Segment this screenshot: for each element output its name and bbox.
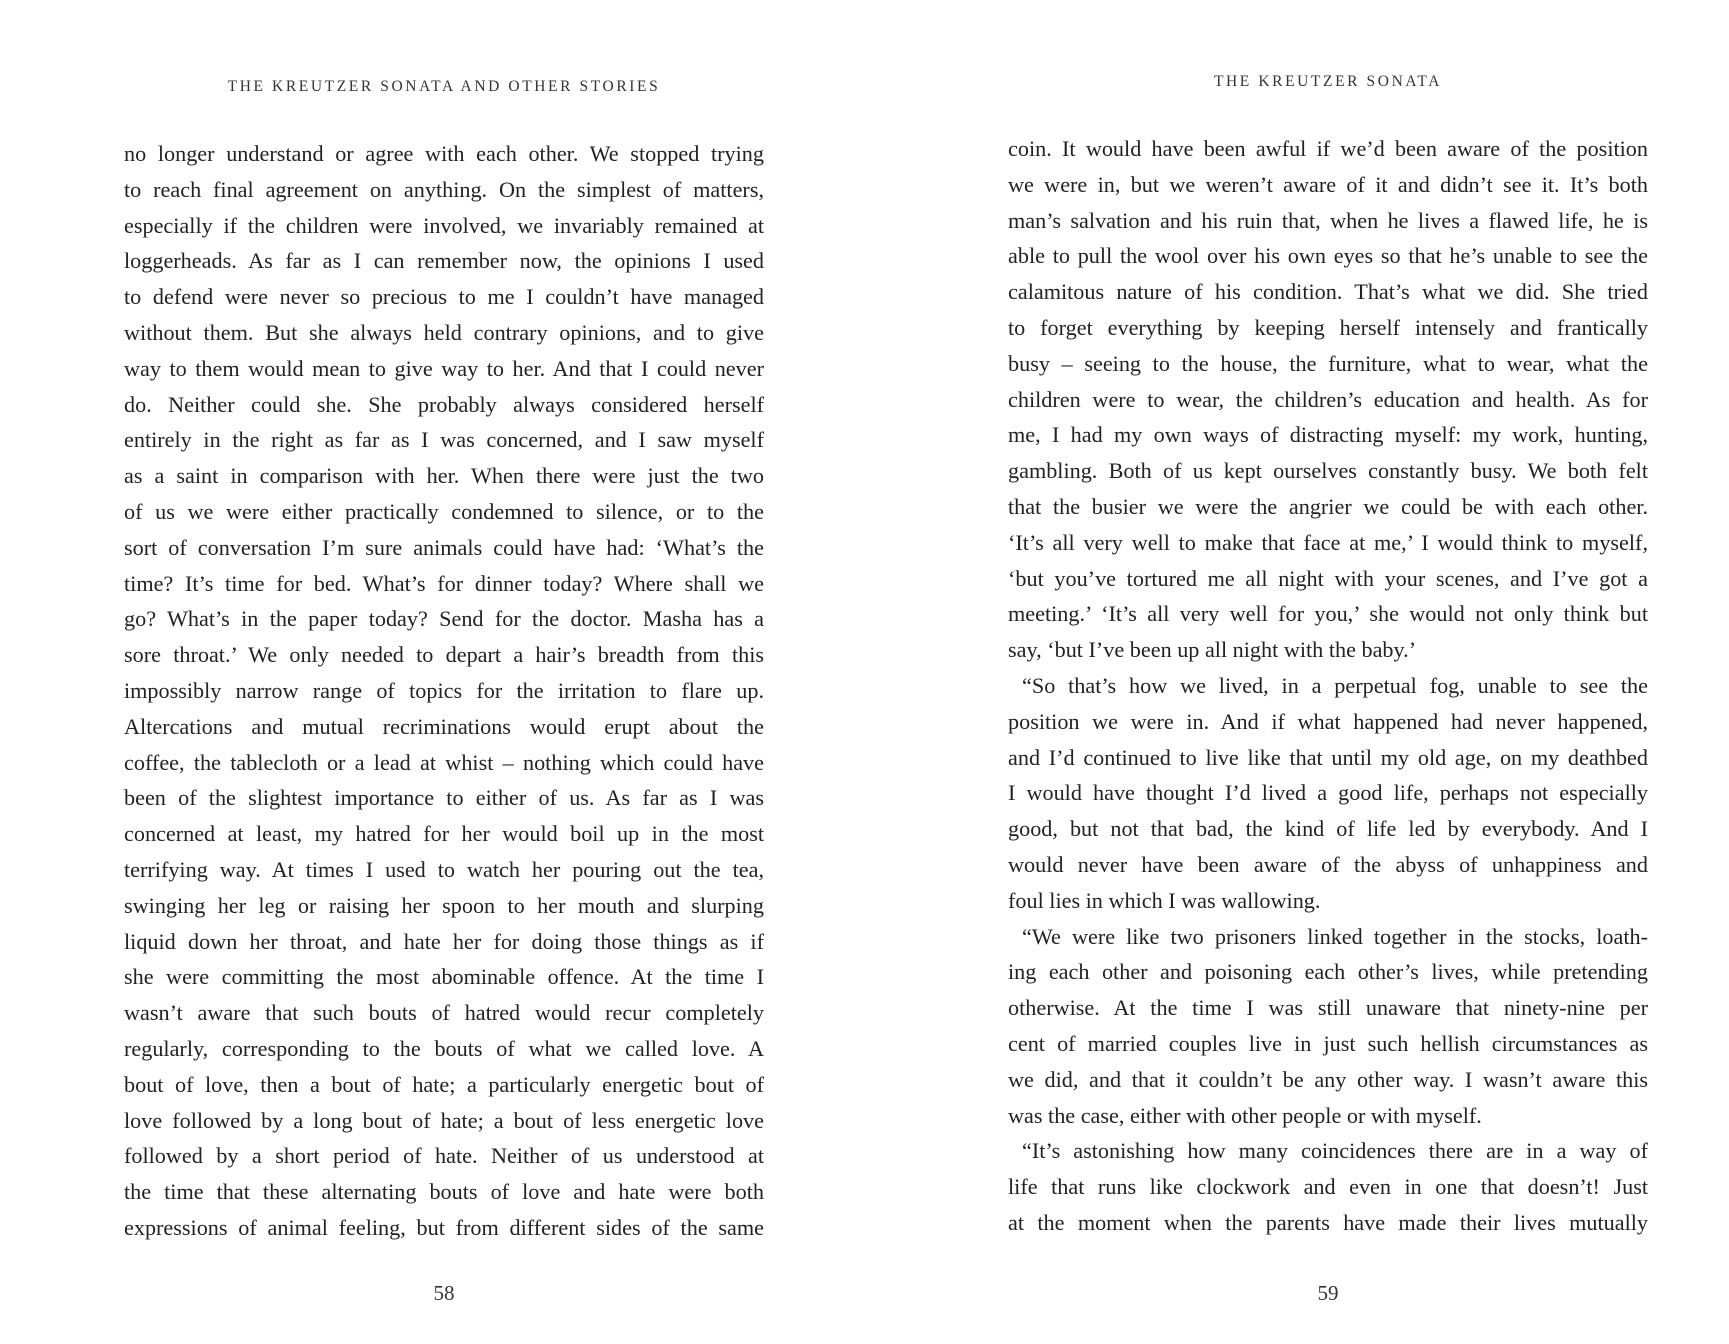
text-line: Altercations and mutual recriminations would erupt about the bbox=[124, 713, 764, 739]
text-line: regularly, corresponding to the bouts of what we called love. A bbox=[124, 1035, 764, 1061]
text-line: bout of love, then a bout of hate; a particularly energetic bout of bbox=[124, 1071, 764, 1097]
right-page bbox=[1008, 0, 1648, 1344]
text-line: gambling. Both of us kept ourselves constantly busy. We both felt bbox=[1008, 458, 1648, 484]
text-line: without them. But she always held contrary opinions, and to give bbox=[124, 319, 764, 345]
text-line: meeting.’ ‘It’s all very well for you,’ she would not only think but bbox=[1008, 601, 1648, 627]
text-line: the time that these alternating bouts of love and hate were both bbox=[124, 1179, 764, 1205]
text-line: ing each other and poisoning each other’s lives, while pretending bbox=[1008, 959, 1648, 985]
text-line: swinging her leg or raising her spoon to her mouth and slurping bbox=[124, 892, 764, 918]
body-text bbox=[124, 136, 764, 1246]
text-line: we were in, but we weren’t aware of it and didn’t see it. It’s both bbox=[1008, 171, 1648, 197]
text-line: position we were in. And if what happened had never happened, bbox=[1008, 708, 1648, 734]
text-line: ‘but you’ve tortured me all night with your scenes, and I’ve got a bbox=[1008, 565, 1648, 591]
text-line: no longer understand or agree with each other. We stopped trying bbox=[124, 141, 764, 166]
text-line: expressions of animal feeling, but from different sides of the same bbox=[124, 1214, 764, 1240]
text-line: able to pull the wool over his own eyes so that he’s unable to see the bbox=[1008, 243, 1648, 269]
text-line: coin. It would have been awful if we’d been aware of the position bbox=[1008, 136, 1648, 161]
text-line: been of the slightest importance to either of us. As far as I was bbox=[124, 785, 764, 811]
text-line: as a saint in comparison with her. When there were just the two bbox=[124, 463, 764, 489]
text-line: that the busier we were the angrier we could be with each other. bbox=[1008, 493, 1648, 519]
text-line: otherwise. At the time I was still unaware that ninety-nine per bbox=[1008, 995, 1648, 1021]
text-line: terrifying way. At times I used to watch her pouring out the tea, bbox=[124, 856, 764, 882]
text-line: I would have thought I’d lived a good life, perhaps not especially bbox=[1008, 780, 1648, 806]
text-line: loggerheads. As far as I can remember now, the opinions I used bbox=[124, 248, 764, 274]
text-line: sort of conversation I’m sure animals could have had: ‘What’s the bbox=[124, 534, 764, 560]
text-line: “We were like two prisoners linked together in the stocks, loath- bbox=[1022, 923, 1648, 949]
text-line: ‘It’s all very well to make that face at me,’ I would think to myself, bbox=[1008, 529, 1648, 555]
text-line: foul lies in which I was wallowing. bbox=[1008, 887, 1321, 913]
text-line: entirely in the right as far as I was concerned, and I saw myself bbox=[124, 427, 764, 453]
running-head: THE KREUTZER SONATA AND OTHER STORIES bbox=[227, 78, 661, 95]
running-head: THE KREUTZER SONATA bbox=[1213, 73, 1443, 90]
text-line: “It’s astonishing how many coincidences there are in a way of bbox=[1022, 1138, 1648, 1164]
text-line: cent of married couples live in just such hellish circumstances as bbox=[1008, 1030, 1648, 1056]
text-line: would never have been aware of the abyss of unhappiness and bbox=[1008, 851, 1648, 877]
text-line: at the moment when the parents have made their lives mutually bbox=[1008, 1209, 1648, 1235]
text-line: of us we were either practically condemned to silence, or to the bbox=[124, 498, 764, 524]
text-line: to reach final agreement on anything. On the simplest of matters, bbox=[124, 176, 764, 202]
text-line: way to them would mean to give way to her. And that I could never bbox=[124, 355, 764, 381]
text-line: to defend were never so precious to me I couldn’t have managed bbox=[124, 284, 764, 310]
text-line: concerned at least, my hatred for her would boil up in the most bbox=[124, 821, 764, 847]
text-line: “So that’s how we lived, in a perpetual fog, unable to see the bbox=[1022, 672, 1648, 698]
text-line: especially if the children were involved, we invariably remained at bbox=[124, 212, 764, 238]
text-line: do. Neither could she. She probably always considered herself bbox=[124, 391, 764, 417]
text-line: wasn’t aware that such bouts of hatred would recur completely bbox=[124, 1000, 764, 1026]
text-line: calamitous nature of his condition. That’s what we did. She tried bbox=[1008, 279, 1648, 305]
text-line: sore throat.’ We only needed to depart a hair’s breadth from this bbox=[124, 642, 764, 668]
body-text bbox=[1008, 131, 1648, 1241]
text-line: busy – seeing to the house, the furniture, what to wear, what the bbox=[1008, 350, 1648, 376]
left-page bbox=[124, 0, 764, 1344]
text-line: good, but not that bad, the kind of life led by everybody. And I bbox=[1008, 816, 1648, 842]
text-line: children were to wear, the children’s education and health. As for bbox=[1008, 386, 1648, 412]
text-line: we did, and that it couldn’t be any other way. I wasn’t aware this bbox=[1008, 1066, 1648, 1092]
page-number: 59 bbox=[1317, 1281, 1339, 1305]
text-line: and I’d continued to live like that until my old age, on my deathbed bbox=[1008, 744, 1648, 770]
text-line: to forget everything by keeping herself intensely and frantically bbox=[1008, 314, 1648, 340]
text-line: life that runs like clockwork and even in one that doesn’t! Just bbox=[1008, 1174, 1648, 1200]
text-line: love followed by a long bout of hate; a bout of less energetic love bbox=[124, 1107, 764, 1133]
text-line: was the case, either with other people or with myself. bbox=[1008, 1102, 1482, 1128]
text-line: say, ‘but I’ve been up all night with the baby.’ bbox=[1008, 637, 1417, 663]
text-line: coffee, the tablecloth or a lead at whist – nothing which could have bbox=[124, 749, 764, 775]
page-number: 58 bbox=[433, 1281, 455, 1305]
text-line: followed by a short period of hate. Neither of us understood at bbox=[124, 1143, 764, 1169]
text-line: go? What’s in the paper today? Send for the doctor. Masha has a bbox=[124, 606, 764, 632]
text-line: she were committing the most abominable offence. At the time I bbox=[124, 964, 764, 990]
text-line: impossibly narrow range of topics for the irritation to flare up. bbox=[124, 677, 764, 703]
text-line: me, I had my own ways of distracting myself: my work, hunting, bbox=[1008, 422, 1648, 448]
text-line: liquid down her throat, and hate her for doing those things as if bbox=[124, 928, 764, 954]
text-line: time? It’s time for bed. What’s for dinner today? Where shall we bbox=[124, 570, 764, 596]
text-line: man’s salvation and his ruin that, when he lives a flawed life, he is bbox=[1008, 207, 1648, 233]
